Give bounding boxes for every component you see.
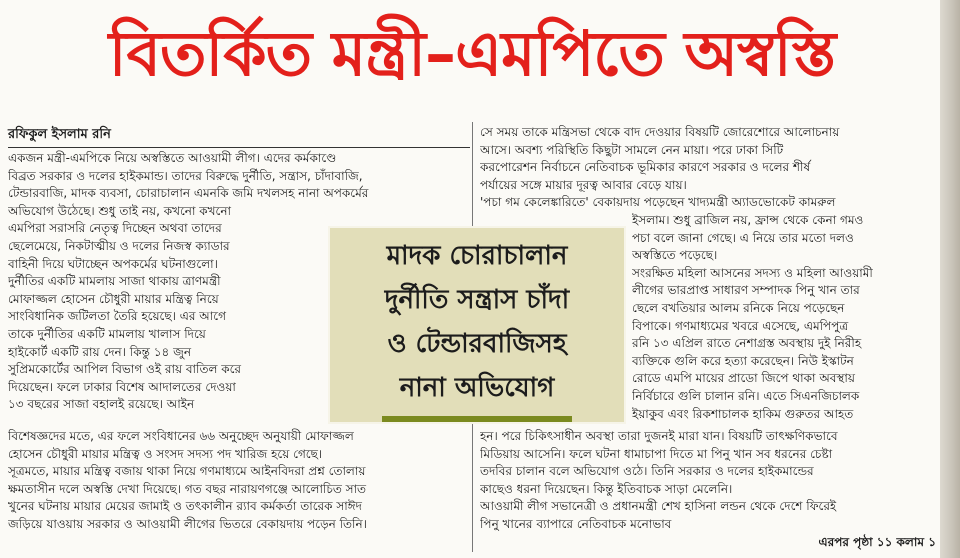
text-line: ছেলে বখতিয়ার আলম রনিকে নিয়ে পড়েছেন [632, 300, 845, 315]
text-line: তদবির চালান বলে অভিযোগ ওঠে। তিনি সরকার ও দলের হাইকমান্ডের [480, 464, 814, 479]
text-line: পর্যায়ের সঙ্গে মায়ার দূরত্ব আবার বেড়ে যায়। [480, 177, 687, 192]
text-line: সংরক্ষিত মহিলা আসনের সদস্য ও মহিলা আওয়ামী [632, 265, 873, 280]
text-line: অভিযোগ উঠেছে। শুধু তাই নয়, কখনো কখনো [8, 203, 232, 218]
pull-quote-box [328, 226, 626, 424]
pull-quote-line: নানা অভিযোগ [399, 373, 555, 403]
right-column-bottom-text [480, 428, 936, 536]
text-line: আসে। অবশ্য পরিস্থিতি কিছুটা সামলে নেন মায়া। পরে ঢাকা সিটি [480, 142, 784, 157]
text-line: বাহিনী দিয়ে ঘটাচ্ছেন অপকর্মের ঘটনাগুলো। [8, 256, 218, 271]
right-column-mid-text [632, 212, 936, 428]
text-line: আওয়ামী লীগ সভানেত্রী ও প্রধানমন্ত্রী শেখ হাসিনা লন্ডন থেকে দেশে ফিরেই [480, 499, 837, 514]
text-line: সুপ্রিমকোর্টের আপিল বিভাগ ওই রায় বাতিল করে [8, 362, 242, 377]
text-line: একজন মন্ত্রী-এমপিকে নিয়ে অস্বস্তিতে আওয়ামী লীগ। এদের কর্মকাণ্ডে [8, 151, 337, 165]
text-line: ছেলেমেয়ে, নিকটাত্মীয় ও দলের নিজস্ব ক্যাডার [8, 238, 230, 253]
text-line: মোফাজ্জল হোসেন চৌধুরী মায়ার মন্ত্রিত্ব নিয়ে [8, 291, 219, 306]
byline: রফিকুল ইসলাম রনি [8, 127, 111, 142]
text-line: দিয়েছেন। ফলে ঢাকার বিশেষ আদালতের দেওয়া [8, 379, 236, 394]
text-line: বিশেষজ্ঞদের মতে, এর ফলে সংবিধানের ৬৬ অনুচ্ছেদ অনুযায়ী মোফাজ্জল [8, 429, 354, 443]
left-column-bottom-text [8, 428, 468, 538]
text-line: দুর্নীতির একটি মামলায় সাজা থাকায় ত্রাণমন্ত্রী [8, 274, 221, 289]
text-line: এমপিরা সরাসরি নেতৃত্ব দিচ্ছেন অথবা তাদের [8, 221, 222, 236]
text-line: তাকে দুর্নীতির একটি মামলায় খালাস দিয়ে [8, 326, 206, 341]
text-line: পচা বলে জানা গেছে। এ নিয়ে তার মতো দলও [632, 230, 854, 245]
text-line: রোডে এমপি মায়ের প্রাডো জিপে থাকা অবস্থায় [632, 371, 855, 386]
text-line: বিপাকে। গণমাধ্যমের খবরে এসেছে, এমপিপুত্র [632, 318, 849, 333]
text-line: পিনু খানের ব্যাপারে নেতিবাচক মনোভাব [480, 516, 672, 531]
text-line: ইসলাম। শুধু ব্রাজিল নয়, ফ্রান্স থেকে কেনা গমও [632, 213, 864, 227]
pull-quote-line: ও টেন্ডারবাজিসহ [387, 329, 567, 359]
continued-note: এরপর পৃষ্ঠা ১১ কলাম ১ [818, 535, 936, 549]
text-line: অস্বস্তিতে পড়েছে। [632, 248, 718, 263]
text-line: মিডিয়ায় আসেনি। ফলে ঘটনা ধামাচাপা দিতে মা পিনু খান সব ধরনের চেষ্টা [480, 446, 833, 461]
text-line: হোসেন চৌধুরী মায়ার মন্ত্রিত্ব ও সংসদ সদস্য পদ খারিজ হয়ে গেছে। [8, 446, 323, 461]
text-line: হন। পরে চিকিৎসাধীন অবস্থা তারা দুজনই মারা যান। বিষয়টি তাৎক্ষণিকভাবে [480, 429, 838, 443]
text-line: সে সময় তাকে মন্ত্রিসভা থেকে বাদ দেওয়ার বিষয়টি জোরেশোরে আলোচনায় [480, 125, 840, 139]
page-edge [940, 0, 960, 558]
text-line: ইয়াকুব এবং রিকশাচালক হাকিম গুরুতর আহত [632, 406, 854, 421]
byline-rule [8, 147, 470, 148]
text-line: নির্বিচারে গুলি চালান রনি। এতে সিএনজিচালক [632, 388, 860, 403]
text-line: সাংবিধানিক জটিলতা তৈরি হয়েছে। এর আগে [8, 309, 226, 324]
text-line: বিব্রত সরকার ও দলের হাইকমান্ড। তাদের বিরুদ্ধে দুর্নীতি, সন্ত্রাস, চাঁদাবাজি, [8, 168, 363, 183]
pull-quote-line: মাদক চোরাচালান [386, 241, 568, 271]
text-line: জড়িয়ে যাওয়ায় সরকার ও আওয়ামী লীগের ভিতরে বেকায়দায় পড়েন তিনি। [8, 516, 367, 531]
pull-quote-line: দুর্নীতি সন্ত্রাস চাঁদা [384, 285, 570, 315]
text-line: হাইকোর্ট একটি রায় দেন। কিন্তু ১৪ জুন [8, 344, 191, 359]
text-line: টেন্ডারবাজি, মাদক ব্যবসা, চোরাচালান এমনকি জমি দখলসহ নানা অপকর্মের [8, 186, 369, 201]
text-line: খুনের ঘটনায় মায়ার মেয়ের জামাই ও তৎকালীন র‍্যাব কর্মকর্তা তারেক সাঈদ [8, 499, 362, 514]
right-column-top-text [480, 124, 936, 216]
text-line: কাছেও ধরনা দিয়েছেন। কিন্তু ইতিবাচক সাড়া মেলেনি। [480, 481, 733, 496]
text-line: 'পচা গম কেলেঙ্কারিতে' বেকায়দায় পড়েছেন খাদ্যমন্ত্রী অ্যাডভোকেট কামরুল [480, 195, 836, 210]
text-line: লীগের ভারপ্রাপ্ত সাধারণ সম্পাদক পিনু খান তার [632, 283, 860, 298]
pull-quote-bar [382, 416, 572, 422]
pull-quote-text [328, 234, 626, 410]
text-line: সূত্রমতে, মায়ার মন্ত্রিত্ব বজায় থাকা নিয়ে গণমাধ্যমে আইনবিদরা প্রশ্ন তোলায় [8, 464, 366, 479]
text-line: ব্যক্তিকে গুলি করে হত্যা করেছেন। নিউ ইস্কাটন [632, 353, 854, 368]
text-line: ১৩ বছরের সাজা বহালই রয়েছে। আইন [8, 397, 195, 412]
text-line: ক্ষমতাসীন দলে অস্বস্তি দেখা দিয়েছে। গত বছর নারায়ণগঞ্জে আলোচিত সাত [8, 481, 367, 496]
text-line: করপোরেশন নির্বাচনে নেতিবাচক ভূমিকার কারণে সরকার ও দলের শীর্ষ [480, 160, 811, 175]
headline: বিতর্কিত মন্ত্রী–এমপিতে অস্বস্তি [108, 17, 836, 90]
text-line: রনি ১৩ এপ্রিল রাতে নেশাগ্রস্ত অবস্থায় দুই নিরীহ [632, 336, 862, 351]
